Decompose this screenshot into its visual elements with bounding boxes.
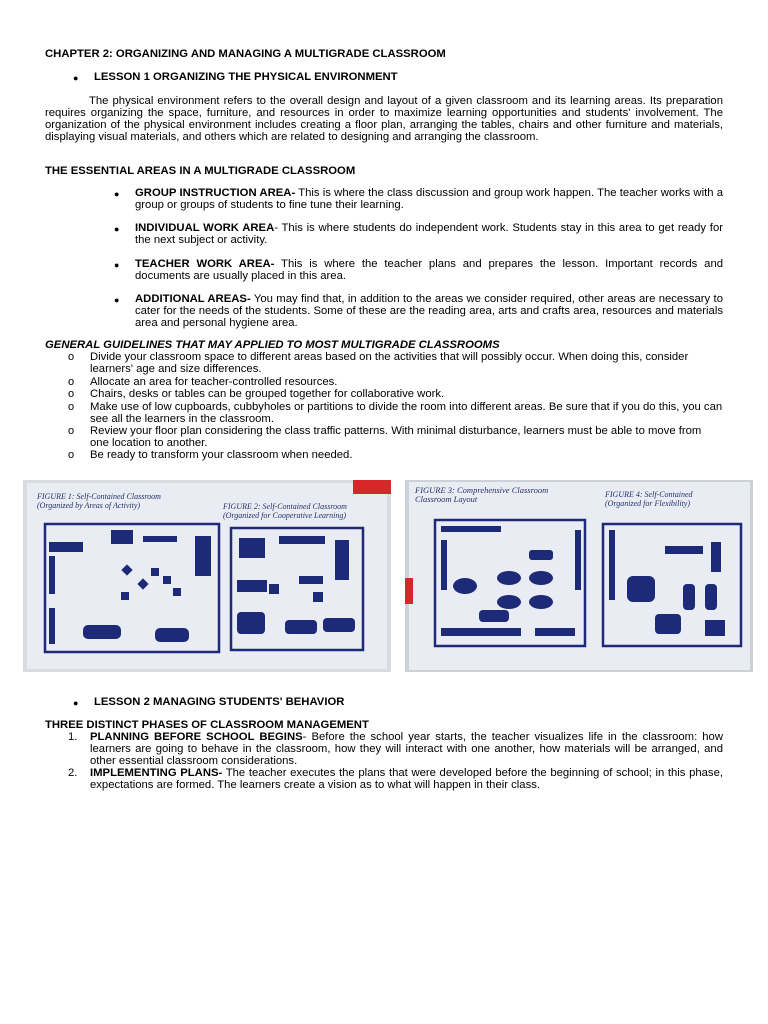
bullet-dot: ●	[114, 224, 120, 234]
area-text: You may find that, in addition to the areas we consider required, other areas are necessary to cater for the needs of the students. Some of these are the reading area, arts and crafts area, resources and materials area and personal hygiene area.	[135, 293, 723, 329]
lesson1-title: LESSON 1 ORGANIZING THE PHYSICAL ENVIRONMENT	[94, 71, 398, 83]
lesson2-title: LESSON 2 MANAGING STUDENTS' BEHAVIOR	[94, 696, 345, 708]
list-item: Make use of low cupboards, cubbyholes or partitions to divide the room into different areas. Be sure that if you do this, you can see all the learners in the classroom.	[90, 401, 723, 425]
figure4-caption: FIGURE 4: Self-Contained (Organized for Flexibility)	[605, 490, 693, 508]
list-item: Allocate an area for teacher-controlled resources.	[90, 376, 338, 388]
list-item	[90, 767, 723, 791]
phase-text: The teacher executes the plans that were developed before the beginning of school; in this phase, expectations are formed. The learners create a vision as to what will happen in their class.	[90, 767, 724, 791]
bullet-circle: o	[68, 388, 75, 400]
list-number: 2.	[68, 767, 78, 779]
figure2-caption: FIGURE 2: Self-Contained Classroom (Organized for Cooperative Learning)	[223, 502, 347, 520]
bullet-dot: ●	[114, 295, 120, 305]
guidelines-heading: GENERAL GUIDELINES THAT MAY APPLIED TO MOST MULTIGRADE CLASSROOMS	[45, 339, 500, 351]
bullet-dot: ●	[73, 698, 79, 708]
phases-heading: THREE DISTINCT PHASES OF CLASSROOM MANAGEMENT	[45, 719, 369, 731]
list-item	[90, 731, 723, 767]
list-item	[135, 187, 723, 211]
list-item	[135, 258, 723, 282]
chapter-title: CHAPTER 2: ORGANIZING AND MANAGING A MULTIGRADE CLASSROOM	[45, 48, 446, 60]
list-item	[135, 293, 723, 329]
list-item: Be ready to transform your classroom when needed.	[90, 449, 353, 461]
lesson1-intro: The physical environment refers to the overall design and layout of a given classroom and its learning areas. Its preparation requires organizing the space, furniture, and resources in order to maximize learning opportunities and students' involvement. The organization of the physical environment includes creating a floor plan, arranging the tables, chairs and other furniture and materials, displaying visual materials, and others which are related to designing and arranging the classroom.	[45, 95, 723, 143]
phase-term: IMPLEMENTING PLANS-	[90, 767, 223, 779]
figure-photo-right	[405, 480, 753, 672]
area-text: This is where the teacher plans and prepares the lesson. Important records and documents are usually placed in this area.	[135, 258, 724, 282]
area-text: - This is where students do independent work. Students stay in this area to get ready for the next subject or activity.	[135, 222, 723, 246]
figure1-caption: FIGURE 1: Self-Contained Classroom (Organized by Areas of Activity)	[37, 492, 161, 510]
figure3-caption: FIGURE 3: Comprehensive Classroom Classroom Layout	[415, 485, 549, 504]
phase-text: - Before the school year starts, the teacher visualizes life in the classroom: how learners are going to behave in the classroom, how they will interact with one another, how materials will be arranged, and other essential classroom considerations.	[90, 731, 723, 767]
bullet-dot: ●	[114, 260, 120, 270]
essential-areas-heading: THE ESSENTIAL AREAS IN A MULTIGRADE CLASSROOM	[45, 165, 356, 177]
list-item: Chairs, desks or tables can be grouped together for collaborative work.	[90, 388, 445, 400]
area-term: TEACHER WORK AREA-	[135, 258, 275, 270]
list-item: Divide your classroom space to different areas based on the activities that will possibly occur. When doing this, consider learners' age and size differences.	[90, 351, 689, 375]
bullet-circle: o	[68, 425, 75, 437]
figure-photo-left	[23, 480, 391, 672]
floor-plan-drawing	[23, 480, 391, 672]
bullet-circle: o	[68, 401, 75, 413]
list-item	[135, 222, 723, 246]
bullet-dot: ●	[73, 73, 79, 83]
list-number: 1.	[68, 731, 78, 743]
area-term: ADDITIONAL AREAS-	[135, 293, 251, 305]
bullet-circle: o	[68, 376, 75, 388]
area-term: INDIVIDUAL WORK AREA	[135, 222, 275, 234]
area-term: GROUP INSTRUCTION AREA-	[135, 187, 296, 199]
bullet-circle: o	[68, 449, 75, 461]
area-text: This is where the class discussion and group work happen. The teacher works with a group or groups of students to fine tune their learning.	[135, 187, 724, 211]
bullet-dot: ●	[114, 189, 120, 199]
list-item: Review your floor plan considering the class traffic patterns. With minimal disturbance, learners must be able to move from one location to another.	[90, 425, 702, 449]
phase-term: PLANNING BEFORE SCHOOL BEGINS	[90, 731, 303, 743]
floor-plan-drawing	[405, 480, 753, 672]
bullet-circle: o	[68, 351, 75, 363]
